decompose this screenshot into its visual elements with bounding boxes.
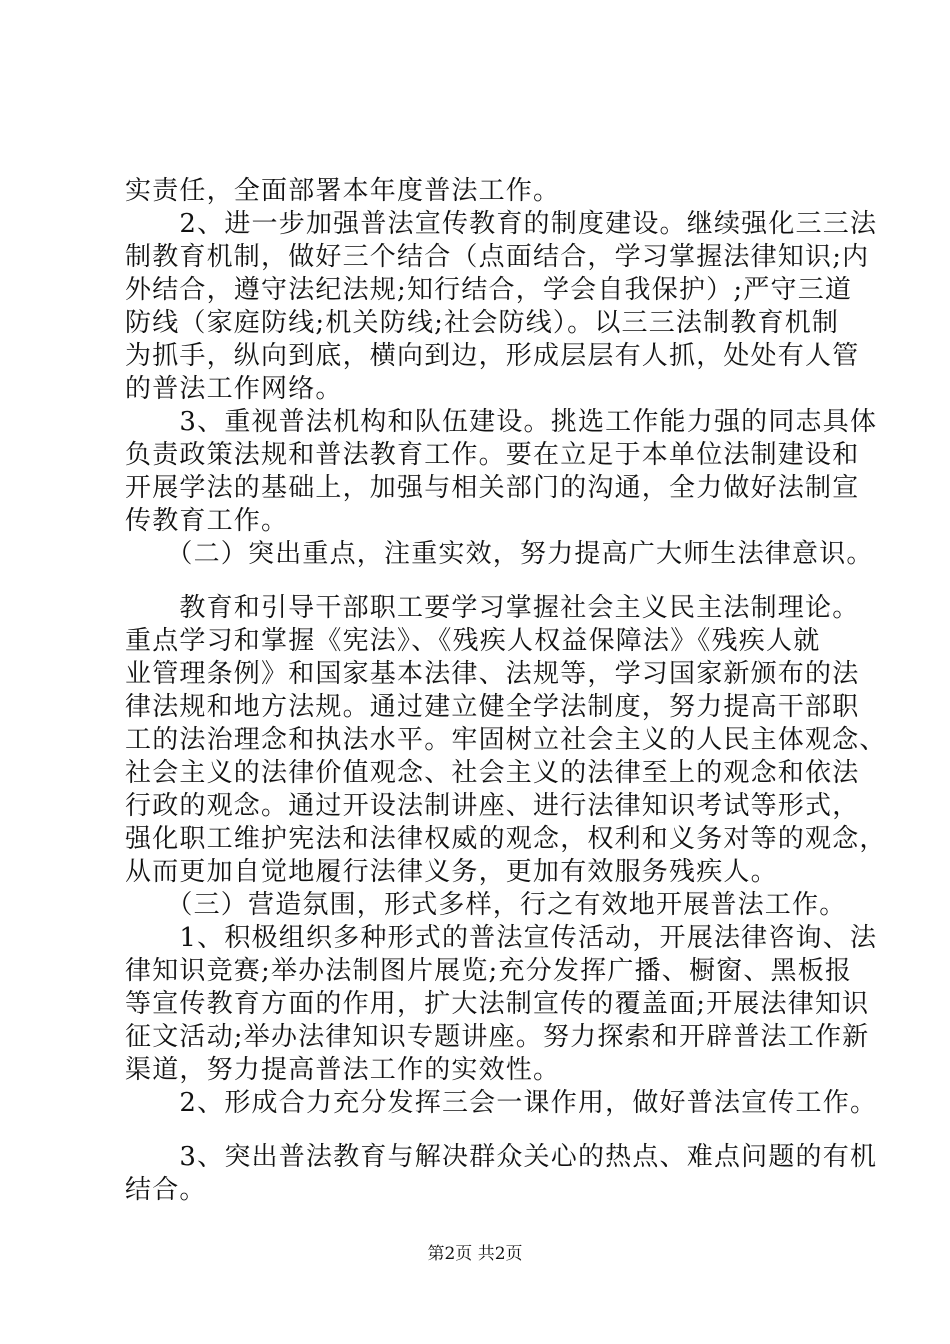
text-line: 律知识竞赛;举办法制图片展览;充分发挥广播、橱窗、黑板报 <box>125 956 853 986</box>
text-line: 3、重视普法机构和队伍建设。挑选工作能力强的同志具体 <box>125 407 878 437</box>
text-line: 3、突出普法教育与解决群众关心的热点、难点问题的有机 <box>125 1142 878 1172</box>
text-line: 教育和引导干部职工要学习掌握社会主义民主法制理论。 <box>125 593 860 623</box>
text-line: 开展学法的基础上，加强与相关部门的沟通，全力做好法制宣 <box>125 473 860 503</box>
text-line: 工的法治理念和执法水平。牢固树立社会主义的人民主体观念、 <box>125 725 887 755</box>
text-line: 制教育机制，做好三个结合（点面结合，学习掌握法律知识;内 <box>125 242 870 272</box>
text-line: 1、积极组织多种形式的普法宣传活动，开展法律咨询、法 <box>125 923 878 953</box>
text-line: 社会主义的法律价值观念、社会主义的法律至上的观念和依法 <box>125 758 860 788</box>
text-line: 防线（家庭防线;机关防线;社会防线）。以三三法制教育机制 <box>125 308 840 338</box>
section-heading: （三）营造氛围，形式多样，行之有效地开展普法工作。 <box>125 890 847 920</box>
text-line: 的普法工作网络。 <box>125 374 343 404</box>
text-line: 征文活动;举办法律知识专题讲座。努力探索和开辟普法工作新 <box>125 1022 870 1052</box>
text-line: 渠道，努力提高普法工作的实效性。 <box>125 1055 561 1085</box>
text-line: 律法规和地方法规。通过建立健全学法制度，努力提高干部职 <box>125 692 860 722</box>
text-line: 传教育工作。 <box>125 506 289 536</box>
text-line: 外结合，遵守法纪法规;知行结合，学会自我保护）;严守三道 <box>125 275 853 305</box>
text-line: 等宣传教育方面的作用，扩大法制宣传的覆盖面;开展法律知识 <box>125 989 870 1019</box>
text-line: 重点学习和掌握《宪法》、《残疾人权益保障法》《残疾人就 <box>125 626 821 656</box>
text-line: 强化职工维护宪法和法律权威的观念，权利和义务对等的观念， <box>125 824 887 854</box>
text-line: 2、进一步加强普法宣传教育的制度建设。继续强化三三法 <box>125 209 878 239</box>
section-heading: （二）突出重点，注重实效，努力提高广大师生法律意识。 <box>125 539 874 569</box>
page-footer: 第2页 共2页 <box>427 1244 523 1264</box>
text-line: 实责任，全面部署本年度普法工作。 <box>125 176 561 206</box>
text-line: 2、形成合力充分发挥三会一课作用，做好普法宣传工作。 <box>125 1088 878 1118</box>
text-line: 行政的观念。通过开设法制讲座、进行法律知识考试等形式， <box>125 791 860 821</box>
text-line: 结合。 <box>125 1175 207 1205</box>
text-line: 为抓手，纵向到底，横向到边，形成层层有人抓，处处有人管 <box>125 341 860 371</box>
text-line: 从而更加自觉地履行法律义务，更加有效服务残疾人。 <box>125 857 778 887</box>
text-line: 业管理条例》和国家基本法律、法规等，学习国家新颁布的法 <box>125 659 860 689</box>
text-line: 负责政策法规和普法教育工作。要在立足于本单位法制建设和 <box>125 440 860 470</box>
